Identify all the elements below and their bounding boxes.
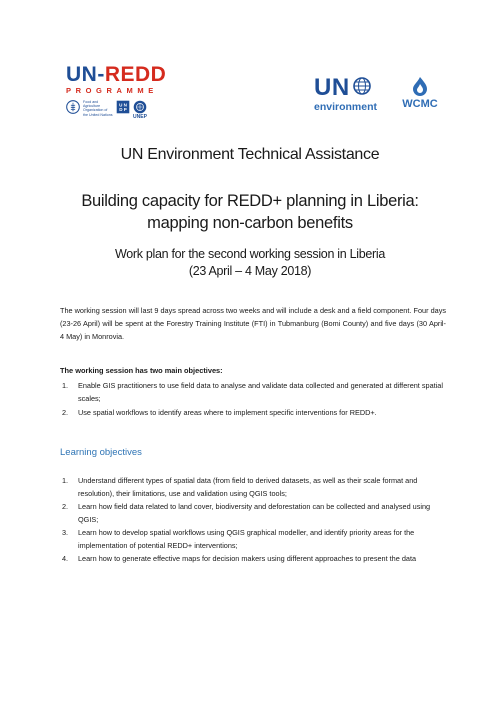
list-number: 4. — [62, 554, 69, 563]
environment-word: environment — [314, 101, 378, 113]
un-redd-un: UN- — [66, 63, 105, 86]
list-item — [60, 475, 450, 500]
intro-paragraph: The working session will last 9 days spread across two weeks and will include a desk and a field component. Four days (23-26 April) will be spent at the Forestry Training Institute (FTI) in Tubmanburg (Bomi County) and five days (30 April- 4 May) in Monrovia. — [60, 306, 446, 342]
un-redd-programme: PROGRAMME — [66, 86, 158, 95]
fao-text: Food and Agriculture Organization of the United Nations — [83, 100, 113, 117]
list-item — [60, 380, 450, 405]
list-item-text: Learn how field data related to land cover, biodiversity and deforestation can be collected and analysed using QGIS; — [78, 502, 431, 524]
svg-text:U N: U N — [119, 102, 127, 108]
list-item — [60, 407, 450, 420]
agency-logos — [66, 100, 176, 120]
list-item-text: Use spatial workflows to identify areas where to implement specific interventions for REDD+. — [78, 408, 377, 417]
list-item-text: Learn how to develop spatial workflows using QGIS graphical modeller, and identify priority areas for the implementation of potential REDD+ interventions; — [78, 528, 415, 550]
un-environment-logo — [314, 76, 390, 113]
list-number: 1. — [62, 476, 69, 485]
un-globe-icon — [350, 76, 374, 96]
svg-text:D P: D P — [119, 107, 127, 113]
list-item — [60, 527, 450, 552]
subtitle-line-1: Building capacity for REDD+ planning in Liberia: — [81, 192, 419, 210]
un-redd-wordmark — [66, 64, 176, 85]
fao-seal-icon — [66, 100, 80, 114]
work-plan-line-1: Work plan for the second working session in Liberia — [114, 247, 386, 261]
un-environment-wcmc-logo — [314, 76, 444, 118]
list-item-text: Learn how to generate effective maps for decision makers using different approaches to present the data — [78, 554, 417, 563]
objectives-list — [60, 380, 450, 422]
un-redd-logo — [66, 64, 176, 126]
work-plan-heading — [0, 246, 500, 280]
work-plan-dates: (23 April – 4 May 2018) — [188, 264, 312, 278]
list-number: 2. — [62, 408, 69, 417]
learning-objectives-list — [60, 475, 450, 567]
wcmc-logo — [398, 76, 442, 110]
un-letters: UN — [314, 74, 350, 101]
subtitle-line-2: mapping non-carbon benefits — [147, 214, 353, 232]
wcmc-flame-icon — [411, 76, 429, 96]
undp-logo-icon — [116, 100, 130, 114]
list-item — [60, 501, 450, 526]
list-item — [60, 553, 450, 566]
document-title: UN Environment Technical Assistance — [120, 146, 380, 163]
un-redd-redd: REDD — [104, 63, 167, 86]
list-number: 1. — [62, 381, 69, 390]
un-environment-wordmark — [314, 76, 390, 100]
list-number: 2. — [62, 502, 69, 511]
objectives-heading: The working session has two main objectives: — [60, 366, 223, 375]
list-item-text: Enable GIS practitioners to use field data to analyse and validate data collected and generated at different spatial scales; — [78, 381, 443, 403]
list-number: 3. — [62, 528, 69, 537]
unep-text: UNEP — [133, 114, 147, 120]
wcmc-word: WCMC — [402, 98, 438, 110]
list-item-text: Understand different types of spatial data (from field to derived datasets, as well as their scale format and resolution), their limitations, use and validation using QGIS tools; — [78, 476, 418, 498]
learning-objectives-heading: Learning objectives — [60, 447, 142, 458]
unep-emblem-icon — [133, 100, 147, 114]
document-subtitle — [0, 190, 500, 234]
unep-block — [133, 100, 147, 120]
